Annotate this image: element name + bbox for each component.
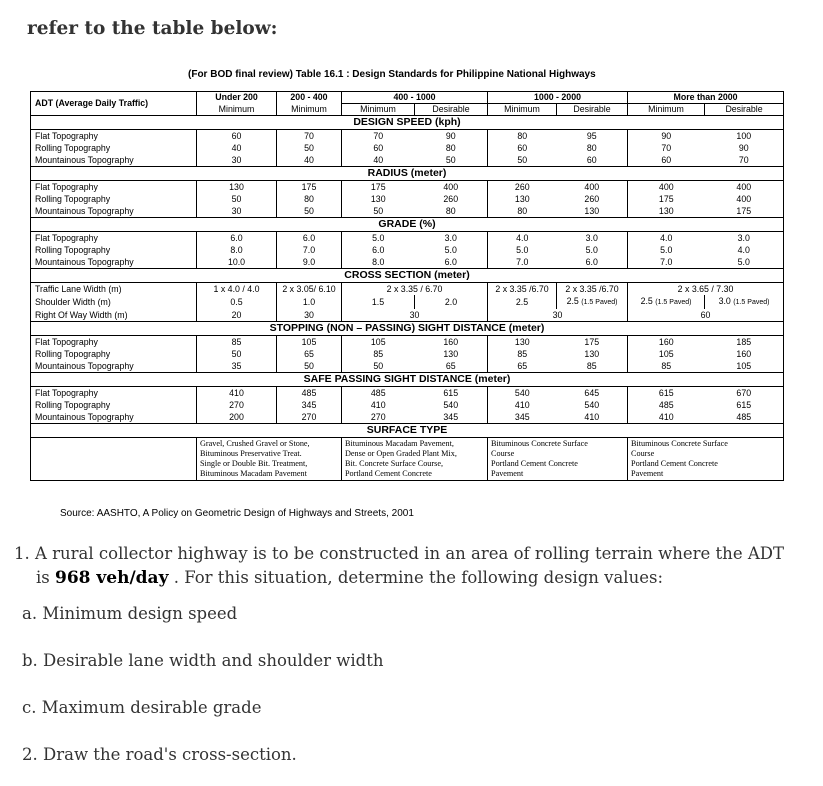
table-row (31, 399, 784, 411)
table-cell: 80 (277, 193, 342, 205)
row-label: Flat Topography (31, 387, 197, 400)
table-cell: 105 (658, 349, 674, 359)
table-cell: 30 (197, 154, 277, 167)
row-label: Rolling Topography (31, 193, 197, 205)
table-cell: 60 (197, 130, 277, 143)
row-label: Mountainous Topography (31, 411, 197, 424)
surface-cell (197, 438, 342, 481)
table-cell: 80 (488, 205, 557, 218)
table-cell: 4.0 (628, 232, 705, 245)
table-cell: 160 (415, 336, 488, 349)
table-cell: 2 x 3.35 /6.70 (557, 283, 628, 296)
table-row (31, 142, 784, 154)
table-cell: 6.0 (197, 232, 277, 245)
table-cell: 540 (488, 387, 557, 400)
surface-line: Gravel, Crushed Gravel or Stone, (200, 439, 310, 448)
table-row (31, 309, 784, 322)
table-cell: 105 (277, 336, 342, 349)
table-cell: 5.0 (705, 256, 784, 269)
section-title: CROSS SECTION (meter) (31, 269, 784, 283)
question-1-line-2: is 968 veh/day . For this situation, determine the following design values: (36, 568, 664, 588)
table-cell: 9.0 (277, 256, 342, 269)
table-cell: 40 (342, 154, 415, 167)
table-cell: 85 (197, 336, 277, 349)
table-cell: 80 (488, 130, 557, 143)
table-cell: 2.5 (488, 295, 557, 309)
table-cell: 50 (488, 154, 557, 167)
table-cell: 160 (705, 348, 784, 360)
table-cell: 50 (197, 348, 277, 360)
surface-cell (628, 438, 784, 481)
table-cell: 400 (415, 181, 488, 194)
surface-cell (488, 438, 628, 481)
row-label: Rolling Topography (31, 348, 197, 360)
table-source: Source: AASHTO, A Policy on Geometric Design of Highways and Streets, 2001 (60, 508, 414, 519)
table-cell: 615 (415, 387, 488, 400)
table-row (31, 205, 784, 218)
table-cell: 130 (557, 348, 628, 360)
table-cell: 260 (488, 181, 557, 194)
table-cell: 345 (488, 411, 557, 424)
table-cell: 2 x 3.35 /6.70 (488, 283, 557, 296)
table-cell: 3.0 (557, 232, 628, 245)
table-cell: 2.0 (415, 295, 488, 309)
table-cell: 410 (370, 400, 386, 410)
table-row (31, 193, 784, 205)
table-cell: 6.0 (557, 256, 628, 269)
table-cell: 80 (415, 142, 488, 154)
table-cell: 615 (628, 387, 705, 400)
table-cell: 2 x 3.05/ 6.10 (277, 283, 342, 296)
table-row (31, 295, 784, 309)
row-label: Rolling Topography (31, 399, 197, 411)
table-cell: 30 (342, 309, 488, 322)
section-title-row (31, 373, 784, 387)
cell-value: 2.5 (640, 296, 653, 306)
table-cell: 50 (277, 205, 342, 218)
table-cell: 2 x 3.65 / 7.30 (628, 283, 784, 296)
table-cell: 175 (557, 336, 628, 349)
table-cell: 65 (277, 348, 342, 360)
table-cell: 185 (705, 336, 784, 349)
table-cell: 85 (517, 349, 528, 359)
table-cell: 345 (415, 411, 488, 424)
section-title: RADIUS (meter) (31, 167, 784, 181)
row-label: Flat Topography (31, 232, 197, 245)
section-title-row (31, 424, 784, 438)
table-cell: 175 (705, 205, 784, 218)
table-cell: 0.5 (197, 295, 277, 309)
table-cell: 345 (277, 399, 342, 411)
table-cell: 200 (197, 411, 277, 424)
header-group: Under 200 (197, 92, 277, 104)
row-label: Mountainous Topography (31, 205, 197, 218)
row-label: Rolling Topography (31, 244, 197, 256)
table-row (31, 154, 784, 167)
surface-line: Portland Cement Concrete (631, 459, 718, 468)
page-heading: refer to the table below: (27, 18, 278, 39)
header-sub: Desirable (415, 104, 488, 116)
table-cell (628, 295, 705, 309)
table-cell: 35 (197, 360, 277, 373)
table-cell: 70 (342, 130, 415, 143)
table-cell: 175 (342, 181, 415, 194)
table-cell: 130 (514, 194, 530, 204)
table-cell: 615 (705, 399, 784, 411)
table-cell: 410 (197, 387, 277, 400)
table-row (31, 360, 784, 373)
table-cell: 65 (488, 360, 557, 373)
table-cell: 400 (628, 181, 705, 194)
surface-line: Dense or Open Graded Plant Mix, (345, 449, 457, 458)
adt-value: 968 veh/day (55, 568, 169, 588)
question-1b: b. Desirable lane width and shoulder width (22, 651, 384, 670)
surface-line: Bituminous Concrete Surface (631, 439, 728, 448)
table-row (31, 130, 784, 143)
header-group: 400 - 1000 (342, 92, 488, 104)
header-sub: Minimum (342, 104, 415, 116)
table-row (31, 336, 784, 349)
table-cell (557, 295, 628, 309)
header-sub: Minimum (197, 104, 277, 116)
table-cell: 50 (277, 360, 342, 373)
table-cell: 90 (415, 130, 488, 143)
surface-cell (342, 438, 488, 481)
section-title-row (31, 269, 784, 283)
header-sub: Minimum (277, 104, 342, 116)
question-1-line-1: 1. A rural collector highway is to be constructed in an area of rolling terrain where the ADT (14, 544, 784, 563)
surface-line: Bituminous Macadam Pavement, (345, 439, 454, 448)
table-cell: 130 (488, 336, 557, 349)
table-cell: 130 (628, 205, 705, 218)
section-title-row (31, 167, 784, 181)
table-row (31, 244, 784, 256)
row-label (31, 438, 197, 481)
row-label: Flat Topography (31, 181, 197, 194)
table-cell: 90 (628, 130, 705, 143)
row-label: Mountainous Topography (31, 256, 197, 269)
surface-line: Bituminous Concrete Surface (491, 439, 588, 448)
table-cell: 30 (277, 309, 342, 322)
table-cell: 70 (705, 154, 784, 167)
design-standards-table (30, 91, 784, 481)
table-title: (For BOD final review) Table 16.1 : Design Standards for Philippine National Highways (188, 69, 596, 80)
table-cell: 1.5 (342, 295, 415, 309)
section-title: SAFE PASSING SIGHT DISTANCE (meter) (31, 373, 784, 387)
header-group: 200 - 400 (277, 92, 342, 104)
section-title-row (31, 116, 784, 130)
table-cell: 175 (658, 194, 674, 204)
table-cell: 410 (514, 400, 530, 410)
row-label: Shoulder Width (m) (31, 295, 197, 309)
table-cell: 50 (415, 154, 488, 167)
section-title-row (31, 218, 784, 232)
table-cell: 645 (557, 387, 628, 400)
header-sub: Minimum (628, 104, 705, 116)
table-cell: 270 (342, 411, 415, 424)
table-cell: 260 (415, 193, 488, 205)
section-title: DESIGN SPEED (kph) (31, 116, 784, 130)
table-cell: 65 (415, 360, 488, 373)
row-label: Flat Topography (31, 130, 197, 143)
row-label: Rolling Topography (31, 142, 197, 154)
table-cell: 50 (197, 193, 277, 205)
table-cell: 70 (277, 130, 342, 143)
table-cell: 4.0 (705, 244, 784, 256)
table-cell: 40 (277, 154, 342, 167)
row-label: Mountainous Topography (31, 154, 197, 167)
header-group: 1000 - 2000 (488, 92, 628, 104)
header-sub: Desirable (705, 104, 784, 116)
table-cell: 20 (197, 309, 277, 322)
table-cell: 8.0 (342, 256, 415, 269)
table-cell: 410 (557, 411, 628, 424)
table-cell: 3.0 (415, 232, 488, 245)
cell-value: 2.5 (566, 296, 579, 306)
table-cell: 40 (197, 142, 277, 154)
surface-line: Pavement (491, 469, 524, 478)
table-cell: 1.0 (277, 295, 342, 309)
table-cell: 105 (705, 360, 784, 373)
table-row (31, 181, 784, 194)
header-sub: Minimum (488, 104, 557, 116)
table-cell: 260 (557, 193, 628, 205)
table-cell: 160 (628, 336, 705, 349)
table-cell: 105 (342, 336, 415, 349)
row-label: Flat Topography (31, 336, 197, 349)
section-title: STOPPING (NON – PASSING) SIGHT DISTANCE (meter) (31, 322, 784, 336)
table-cell: 130 (557, 205, 628, 218)
table-cell: 5.0 (660, 245, 673, 255)
table-cell: 270 (197, 399, 277, 411)
table-cell: 7.0 (628, 256, 705, 269)
row-label: Right Of Way Width (m) (31, 309, 197, 322)
table-cell: 60 (557, 154, 628, 167)
section-title-row (31, 322, 784, 336)
table-cell: 4.0 (488, 232, 557, 245)
question-2: 2. Draw the road's cross-section. (22, 745, 297, 764)
table-cell: 485 (658, 400, 674, 410)
table-cell: 670 (705, 387, 784, 400)
adt-label: ADT (Average Daily Traffic) (31, 92, 197, 116)
surface-line: Course (631, 449, 655, 458)
table-cell: 6.0 (415, 256, 488, 269)
table-cell: 50 (277, 142, 342, 154)
table-cell: 80 (415, 205, 488, 218)
header-sub: Desirable (557, 104, 628, 116)
table-cell: 5.0 (415, 244, 488, 256)
table-cell: 5.0 (516, 245, 529, 255)
table-row (31, 387, 784, 400)
table-cell: 95 (557, 130, 628, 143)
table-row (31, 348, 784, 360)
cell-note: (1.5 Paved) (655, 299, 692, 306)
table-cell: 100 (705, 130, 784, 143)
section-title: GRADE (%) (31, 218, 784, 232)
table-cell: 1 x 4.0 / 4.0 (197, 283, 277, 296)
table-cell: 130 (415, 348, 488, 360)
surface-line: Course (491, 449, 515, 458)
table-cell: 2 x 3.35 / 6.70 (342, 283, 488, 296)
table-cell: 85 (373, 349, 384, 359)
surface-line: Bit. Concrete Surface Course, (345, 459, 443, 468)
table-cell: 3.0 (705, 232, 784, 245)
table-cell: 5.0 (557, 244, 628, 256)
table-cell: 400 (705, 181, 784, 194)
table-cell: 130 (197, 181, 277, 194)
surface-line: Pavement (631, 469, 664, 478)
table-cell: 50 (342, 360, 415, 373)
table-cell: 60 (628, 309, 784, 322)
table-cell: 540 (415, 399, 488, 411)
table-cell: 540 (557, 399, 628, 411)
table-cell: 485 (277, 387, 342, 400)
surface-line: Single or Double Bit. Treatment, (200, 459, 308, 468)
cell-value: 3.0 (718, 296, 731, 306)
table-cell: 85 (628, 360, 705, 373)
table-cell: 485 (705, 411, 784, 424)
table-cell: 60 (517, 143, 528, 153)
table-cell: 85 (557, 360, 628, 373)
table-cell: 80 (557, 142, 628, 154)
table-cell: 6.0 (277, 232, 342, 245)
table-cell: 175 (277, 181, 342, 194)
section-title: SURFACE TYPE (31, 424, 784, 438)
table-cell: 130 (370, 194, 386, 204)
question-1a: a. Minimum design speed (22, 604, 238, 623)
table-row (31, 256, 784, 269)
table-cell: 50 (342, 205, 415, 218)
table-cell: 8.0 (197, 244, 277, 256)
table-cell: 90 (705, 142, 784, 154)
cell-note: (1.5 Paved) (581, 299, 618, 306)
table-cell: 400 (557, 181, 628, 194)
table-row (31, 411, 784, 424)
row-label: Mountainous Topography (31, 360, 197, 373)
header-row (31, 92, 784, 104)
question-1c: c. Maximum desirable grade (22, 698, 262, 717)
table-row (31, 232, 784, 245)
surface-line: Bituminous Macadam Pavement (200, 469, 307, 478)
surface-line: Portland Cement Concrete (491, 459, 578, 468)
table-cell: 30 (488, 309, 628, 322)
table-cell: 5.0 (342, 232, 415, 245)
table-cell: 10.0 (197, 256, 277, 269)
surface-line: Bituminous Preservative Treat. (200, 449, 302, 458)
table-cell: 6.0 (372, 245, 385, 255)
table-cell: 270 (277, 411, 342, 424)
row-label: Traffic Lane Width (m) (31, 283, 197, 296)
surface-row (31, 438, 784, 481)
cell-note: (1.5 Paved) (733, 299, 770, 306)
table-cell: 60 (628, 154, 705, 167)
table-cell: 30 (197, 205, 277, 218)
table-cell: 400 (705, 193, 784, 205)
table-cell (705, 295, 784, 309)
surface-line: Portland Cement Concrete (345, 469, 432, 478)
table-cell: 70 (661, 143, 672, 153)
table-cell: 7.0 (277, 244, 342, 256)
header-group: More than 2000 (628, 92, 784, 104)
table-cell: 60 (373, 143, 384, 153)
table-cell: 410 (628, 411, 705, 424)
table-cell: 485 (342, 387, 415, 400)
table-row (31, 283, 784, 296)
table-cell: 7.0 (488, 256, 557, 269)
